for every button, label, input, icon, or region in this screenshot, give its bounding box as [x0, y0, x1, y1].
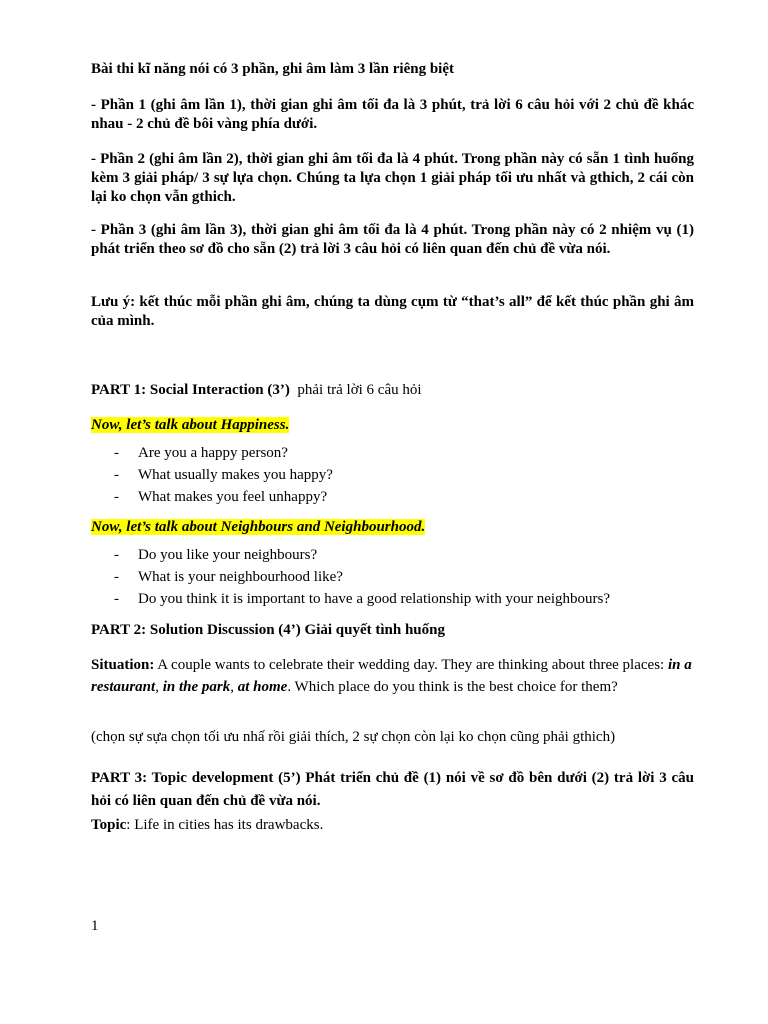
part1-topic1-questions	[91, 442, 694, 508]
part1-heading: PART 1: Social Interaction (3’)	[91, 382, 290, 398]
list-item: - What usually makes you happy?	[114, 467, 333, 483]
part2-situation-paragraph: Situation: A couple wants to celebrate their wedding day. They are thinking about three places: in a restaurant, in the park, at home. Which place do you think is the best choice for them?	[91, 657, 692, 695]
part1-topic2-questions	[91, 544, 694, 610]
intro-part1-paragraph: - Phần 1 (ghi âm lần 1), thời gian ghi âm tối đa là 3 phút, trả lời 6 câu hỏi với 2 chủ đề khác nhau - 2 chủ đề bôi vàng phía dưới.	[91, 97, 694, 132]
list-item: - What is your neighbourhood like?	[114, 569, 343, 585]
option-park: in the park	[162, 679, 231, 695]
list-item: - Are you a happy person?	[114, 445, 288, 461]
part3-heading: PART 3: Topic development (5’) Phát triển chủ đề (1) nói về sơ đồ bên dưới (2) trả lời 3 câu hỏi có liên quan đến chủ đề vừa nói.	[91, 770, 694, 809]
part1-topic2-highlight: Now, let’s talk about Neighbours and Neighbourhood.	[91, 519, 426, 535]
part2-heading: PART 2: Solution Discussion (4’) Giải quyết tình huống	[91, 622, 445, 638]
situation-text-1: A couple wants to celebrate their wedding day. They are thinking about three places:	[157, 657, 665, 673]
part1-topic1-highlight: Now, let’s talk about Happiness.	[91, 417, 290, 433]
part2-instruction: (chọn sự sựa chọn tối ưu nhấ rồi giải thích, 2 sự chọn còn lại ko chọn cũng phải gthich)	[91, 729, 616, 745]
part1-topic2-line	[91, 518, 694, 537]
intro-title: Bài thi kĩ năng nói có 3 phần, ghi âm làm 3 lần riêng biệt	[91, 61, 454, 77]
part1-topic1-line	[91, 416, 694, 435]
option-home: at home	[237, 679, 288, 695]
situation-text-2: Which place do you think is the best choice for them?	[294, 679, 618, 695]
intro-part3-paragraph: - Phần 3 (ghi âm lần 3), thời gian ghi âm tối đa là 4 phút. Trong phần này có 2 nhiệm vụ (1) phát triển theo sơ đồ cho sẵn (2) trả lời 3 câu hỏi có liên quan đến chủ đề vừa nói.	[91, 222, 694, 257]
topic-text: : Life in cities has its drawbacks.	[126, 817, 324, 833]
page-number: 1	[91, 918, 99, 934]
list-item: - Do you like your neighbours?	[114, 547, 318, 563]
part1-heading-note: phải trả lời 6 câu hỏi	[297, 382, 422, 398]
list-item: - Do you think it is important to have a good relationship with your neighbours?	[114, 591, 611, 607]
part1-heading-line	[91, 381, 694, 400]
list-item: - What makes you feel unhappy?	[114, 489, 328, 505]
option-restaurant: in a restaurant	[91, 657, 692, 695]
topic-label: Topic	[91, 817, 127, 833]
intro-note-paragraph: Lưu ý: kết thúc mỗi phần ghi âm, chúng ta dùng cụm từ “that’s all” để kết thúc phần ghi âm của mình.	[91, 294, 694, 329]
part3-topic-line	[91, 816, 694, 835]
intro-part2-paragraph: - Phần 2 (ghi âm lần 2), thời gian ghi âm tối đa là 4 phút. Trong phần này có sẵn 1 tình huống kèm 3 giải pháp/ 3 sự lựa chọn. Chúng ta lựa chọn 1 giải pháp tối ưu nhất và gthich, 2 cái còn lại ko chọn vẫn gthich.	[91, 151, 694, 205]
situation-label: Situation:	[91, 657, 155, 673]
